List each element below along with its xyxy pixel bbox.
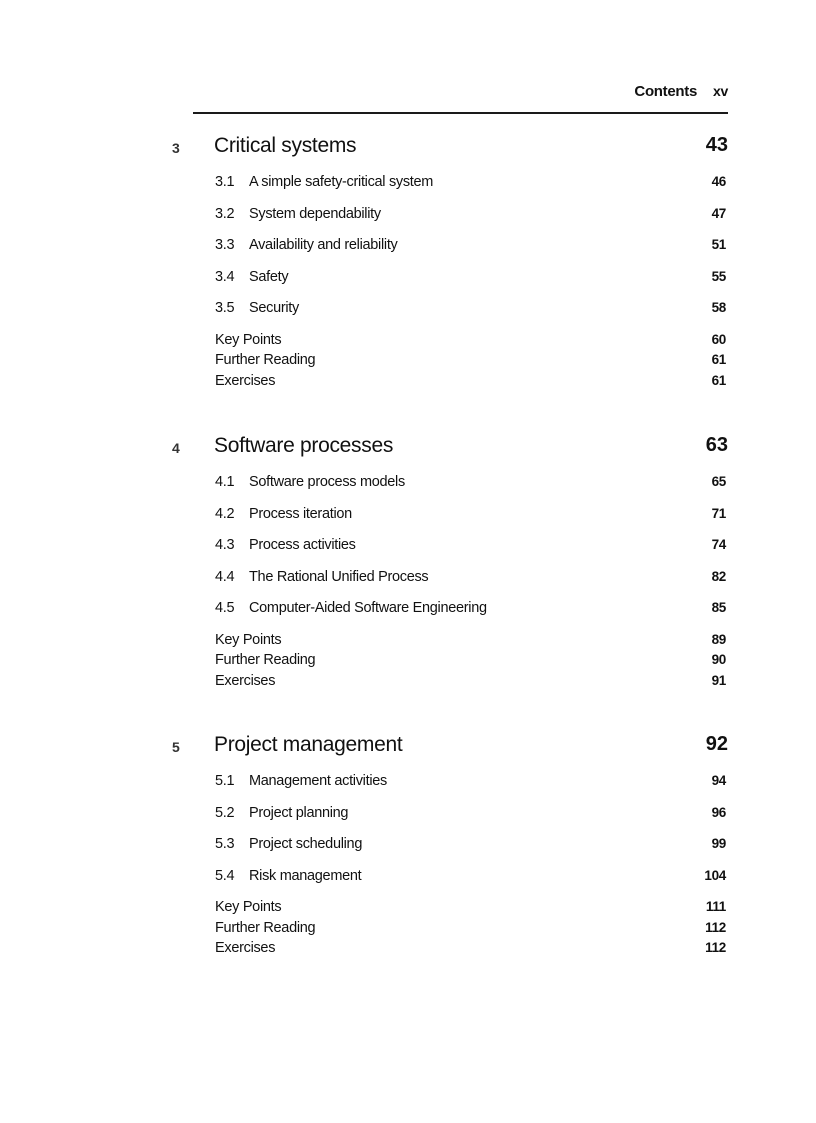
section-number: 3.2	[215, 205, 235, 222]
chapter-title: Critical systems	[214, 134, 357, 157]
extra-page: 112	[705, 940, 726, 955]
toc-entry[interactable]	[172, 206, 728, 238]
chapter-page: 92	[705, 733, 728, 755]
extra-page: 112	[705, 919, 726, 935]
section-title: A simple safety-critical system	[249, 174, 434, 190]
toc-entry[interactable]	[172, 269, 728, 301]
section-title: System dependability	[249, 205, 381, 222]
extra-title: Exercises	[215, 940, 276, 956]
section-number: 3.4	[215, 268, 235, 285]
toc-extra-entry[interactable]	[172, 920, 728, 941]
chapter-heading[interactable]	[172, 134, 728, 164]
section-list	[172, 773, 728, 899]
section-number: 5.3	[215, 836, 235, 852]
section-page: 65	[711, 474, 726, 489]
chapter-number: 5	[172, 739, 180, 755]
section-list	[172, 174, 728, 332]
toc-extra-entry[interactable]	[172, 352, 728, 373]
section-number: 5.2	[215, 804, 235, 821]
chapter-page: 43	[705, 134, 728, 156]
section-page: 46	[711, 174, 726, 189]
chapter-page: 63	[705, 434, 728, 456]
chapter-extras	[172, 332, 728, 394]
toc-entry[interactable]	[172, 537, 728, 569]
section-page: 55	[711, 268, 726, 284]
toc-entry[interactable]	[172, 474, 728, 506]
section-title: Availability and reliability	[249, 237, 398, 253]
section-page: 99	[711, 836, 726, 851]
chapter-heading[interactable]	[172, 733, 728, 763]
section-page: 51	[711, 237, 726, 252]
toc-extra-entry[interactable]	[172, 652, 728, 673]
section-page: 94	[711, 773, 726, 788]
section-page: 74	[711, 537, 726, 552]
toc-entry[interactable]	[172, 174, 728, 206]
section-title: Project scheduling	[249, 836, 363, 852]
toc-entry[interactable]	[172, 868, 728, 900]
extra-page: 61	[711, 352, 726, 367]
extra-title: Exercises	[215, 672, 276, 689]
section-title: The Rational Unified Process	[249, 568, 429, 585]
extra-page: 60	[711, 331, 726, 347]
chapter-3	[172, 134, 728, 393]
chapter-heading[interactable]	[172, 434, 728, 464]
section-title: Risk management	[249, 867, 362, 884]
chapter-4	[172, 434, 728, 693]
section-number: 3.3	[215, 237, 235, 253]
chapter-5	[172, 733, 728, 961]
toc-extra-entry[interactable]	[172, 673, 728, 694]
section-page: 47	[711, 205, 726, 221]
header-label: Contents	[634, 83, 698, 100]
extra-title: Exercises	[215, 372, 276, 389]
running-header	[193, 83, 728, 105]
toc-extra-entry[interactable]	[172, 632, 728, 653]
extra-page: 111	[705, 899, 726, 914]
toc-extra-entry[interactable]	[172, 899, 728, 920]
section-title: Management activities	[249, 773, 387, 789]
section-number: 3.1	[215, 174, 235, 190]
section-number: 4.5	[215, 600, 235, 616]
section-page: 71	[711, 505, 726, 521]
header-rule	[193, 112, 728, 114]
section-number: 4.4	[215, 568, 235, 585]
section-number: 4.3	[215, 537, 235, 553]
section-number: 4.2	[215, 505, 235, 522]
section-title: Security	[249, 300, 299, 316]
extra-page: 91	[711, 672, 726, 688]
chapter-title: Project management	[214, 733, 403, 756]
section-page: 96	[711, 804, 726, 820]
section-title: Project planning	[249, 804, 349, 821]
section-title: Computer-Aided Software Engineering	[249, 600, 487, 616]
toc-entry[interactable]	[172, 569, 728, 601]
extra-title: Further Reading	[215, 919, 316, 936]
section-title: Process activities	[249, 537, 356, 553]
section-page: 85	[711, 600, 726, 615]
toc-entry[interactable]	[172, 773, 728, 805]
extra-title: Key Points	[215, 631, 282, 648]
toc-entry[interactable]	[172, 836, 728, 868]
header-page-number: xv	[713, 83, 728, 99]
extra-title: Further Reading	[215, 652, 316, 668]
chapter-extras	[172, 899, 728, 961]
toc-entry[interactable]	[172, 300, 728, 332]
extra-title: Further Reading	[215, 352, 316, 368]
section-number: 3.5	[215, 300, 235, 316]
section-title: Safety	[249, 268, 289, 285]
section-page: 82	[711, 568, 726, 584]
extra-page: 89	[711, 631, 726, 647]
chapter-number: 4	[172, 440, 180, 456]
section-page: 58	[711, 300, 726, 315]
toc-extra-entry[interactable]	[172, 332, 728, 353]
extra-page: 61	[711, 372, 726, 388]
chapter-number: 3	[172, 140, 180, 156]
section-number: 4.1	[215, 474, 235, 490]
toc-entry[interactable]	[172, 805, 728, 837]
section-title: Software process models	[249, 474, 405, 490]
toc-entry[interactable]	[172, 506, 728, 538]
extra-title: Key Points	[215, 331, 282, 348]
chapter-extras	[172, 632, 728, 694]
chapter-title: Software processes	[214, 434, 394, 457]
extra-title: Key Points	[215, 899, 282, 915]
section-title: Process iteration	[249, 505, 352, 522]
section-page: 104	[704, 867, 726, 883]
section-list	[172, 474, 728, 632]
toc-extra-entry[interactable]	[172, 373, 728, 394]
section-number: 5.1	[215, 773, 235, 789]
toc-extra-entry[interactable]	[172, 940, 728, 961]
section-number: 5.4	[215, 867, 235, 884]
extra-page: 90	[711, 652, 726, 667]
toc-entry[interactable]	[172, 600, 728, 632]
toc-entry[interactable]	[172, 237, 728, 269]
